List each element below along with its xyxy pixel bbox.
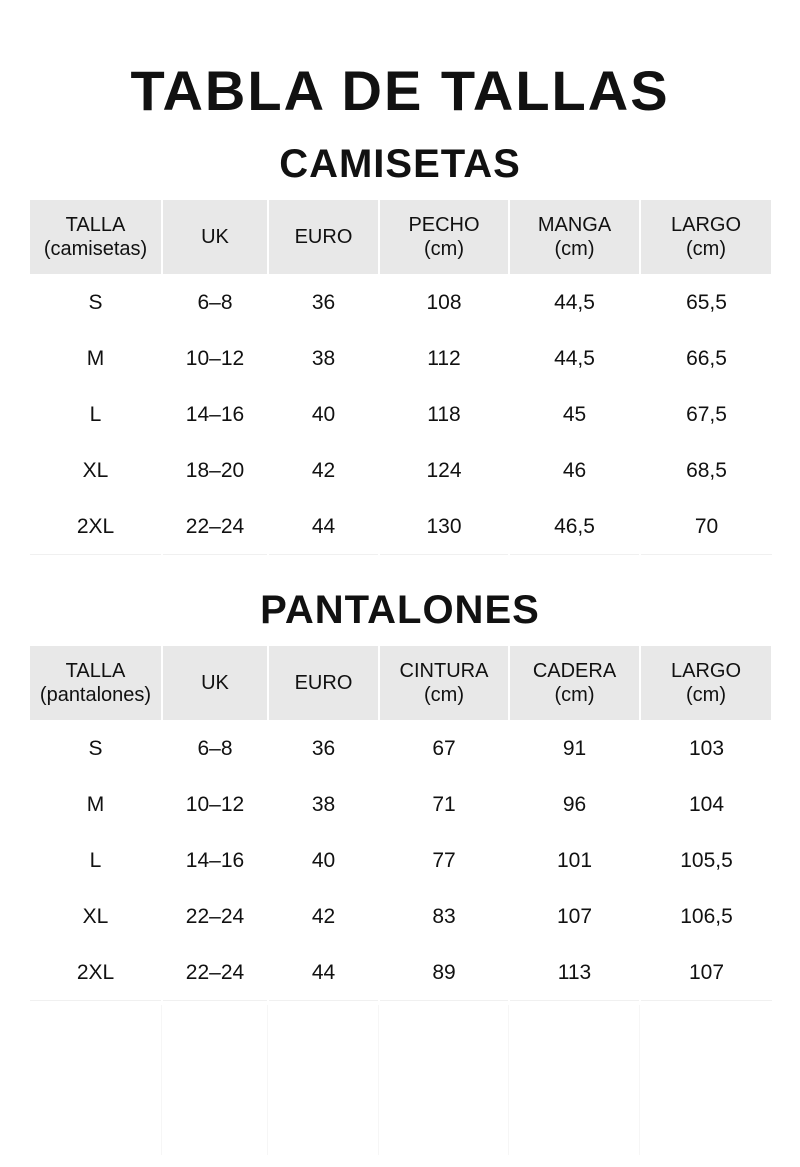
euro-cell: 40	[268, 833, 379, 889]
length-cell: 67,5	[640, 387, 772, 443]
table-row	[29, 499, 772, 555]
sleeve-cell: 46,5	[509, 499, 640, 555]
header-cell	[268, 199, 379, 275]
sleeve-cell: 44,5	[509, 331, 640, 387]
table-row	[29, 889, 772, 945]
uk-cell: 6–8	[162, 721, 268, 777]
shirts-section-title: CAMISETAS	[279, 142, 521, 186]
uk-cell: 22–24	[162, 945, 268, 1001]
header-unit: (cm)	[554, 684, 595, 706]
header-label: MANGA	[537, 214, 612, 236]
chest-cell: 112	[379, 331, 509, 387]
page-title: TABLA DE TALLAS	[130, 59, 670, 122]
header-cell	[29, 199, 162, 275]
size-cell: S	[29, 721, 162, 777]
size-cell: L	[29, 833, 162, 889]
table-row	[29, 777, 772, 833]
waist-cell: 67	[379, 721, 509, 777]
hip-cell: 91	[509, 721, 640, 777]
table-row	[29, 331, 772, 387]
euro-cell: 36	[268, 721, 379, 777]
euro-cell: 44	[268, 945, 379, 1001]
header-cell	[379, 645, 509, 721]
table-row	[29, 833, 772, 889]
header-label: EURO	[294, 226, 353, 248]
shirts-size-table	[28, 198, 773, 555]
euro-cell: 44	[268, 499, 379, 555]
header-cell	[640, 645, 772, 721]
length-cell: 103	[640, 721, 772, 777]
sleeve-cell: 46	[509, 443, 640, 499]
header-unit: (cm)	[554, 238, 595, 260]
hip-cell: 101	[509, 833, 640, 889]
chest-cell: 108	[379, 275, 509, 331]
chest-cell: 130	[379, 499, 509, 555]
header-label: LARGO	[670, 214, 742, 236]
header-unit: (pantalones)	[39, 684, 152, 706]
header-label: PECHO	[408, 214, 480, 236]
euro-cell: 40	[268, 387, 379, 443]
chest-cell: 118	[379, 387, 509, 443]
header-cell	[29, 645, 162, 721]
header-label: CINTURA	[399, 660, 489, 682]
table-row	[29, 945, 772, 1001]
length-cell: 66,5	[640, 331, 772, 387]
header-unit: (camisetas)	[43, 238, 148, 260]
header-cell	[162, 199, 268, 275]
table-header-row	[29, 199, 772, 275]
header-cell	[640, 199, 772, 275]
column-divider	[639, 1005, 640, 1155]
euro-cell: 42	[268, 889, 379, 945]
length-cell: 104	[640, 777, 772, 833]
chest-cell: 124	[379, 443, 509, 499]
header-cell	[268, 645, 379, 721]
hip-cell: 107	[509, 889, 640, 945]
pants-section-title: PANTALONES	[260, 588, 540, 632]
hip-cell: 96	[509, 777, 640, 833]
length-cell: 105,5	[640, 833, 772, 889]
size-cell: S	[29, 275, 162, 331]
size-cell: 2XL	[29, 499, 162, 555]
table-row	[29, 443, 772, 499]
header-label: TALLA	[65, 214, 126, 236]
uk-cell: 10–12	[162, 777, 268, 833]
euro-cell: 38	[268, 777, 379, 833]
sleeve-cell: 44,5	[509, 275, 640, 331]
uk-cell: 14–16	[162, 387, 268, 443]
header-label: CADERA	[532, 660, 617, 682]
hip-cell: 113	[509, 945, 640, 1001]
uk-cell: 22–24	[162, 889, 268, 945]
sleeve-cell: 45	[509, 387, 640, 443]
header-label: UK	[201, 672, 229, 694]
header-cell	[379, 199, 509, 275]
size-cell: L	[29, 387, 162, 443]
header-label: UK	[201, 226, 229, 248]
length-cell: 107	[640, 945, 772, 1001]
size-cell: M	[29, 331, 162, 387]
waist-cell: 83	[379, 889, 509, 945]
uk-cell: 6–8	[162, 275, 268, 331]
table-header-row	[29, 645, 772, 721]
waist-cell: 77	[379, 833, 509, 889]
waist-cell: 89	[379, 945, 509, 1001]
header-cell	[162, 645, 268, 721]
header-unit: (cm)	[424, 238, 464, 260]
pants-size-table	[28, 644, 773, 1001]
header-label: EURO	[294, 672, 353, 694]
header-cell	[509, 199, 640, 275]
header-cell	[509, 645, 640, 721]
table-row	[29, 275, 772, 331]
column-divider	[508, 1005, 509, 1155]
header-label: LARGO	[670, 660, 742, 682]
column-divider	[267, 1005, 268, 1155]
euro-cell: 38	[268, 331, 379, 387]
size-cell: XL	[29, 889, 162, 945]
header-unit: (cm)	[686, 238, 726, 260]
uk-cell: 22–24	[162, 499, 268, 555]
table-row	[29, 387, 772, 443]
length-cell: 65,5	[640, 275, 772, 331]
header-label: TALLA	[65, 660, 126, 682]
table-row	[29, 721, 772, 777]
length-cell: 106,5	[640, 889, 772, 945]
column-divider	[161, 1005, 162, 1155]
length-cell: 68,5	[640, 443, 772, 499]
column-divider	[378, 1005, 379, 1155]
header-unit: (cm)	[424, 684, 464, 706]
size-cell: M	[29, 777, 162, 833]
uk-cell: 18–20	[162, 443, 268, 499]
euro-cell: 42	[268, 443, 379, 499]
size-cell: 2XL	[29, 945, 162, 1001]
uk-cell: 10–12	[162, 331, 268, 387]
waist-cell: 71	[379, 777, 509, 833]
euro-cell: 36	[268, 275, 379, 331]
size-cell: XL	[29, 443, 162, 499]
uk-cell: 14–16	[162, 833, 268, 889]
header-unit: (cm)	[686, 684, 726, 706]
length-cell: 70	[640, 499, 772, 555]
